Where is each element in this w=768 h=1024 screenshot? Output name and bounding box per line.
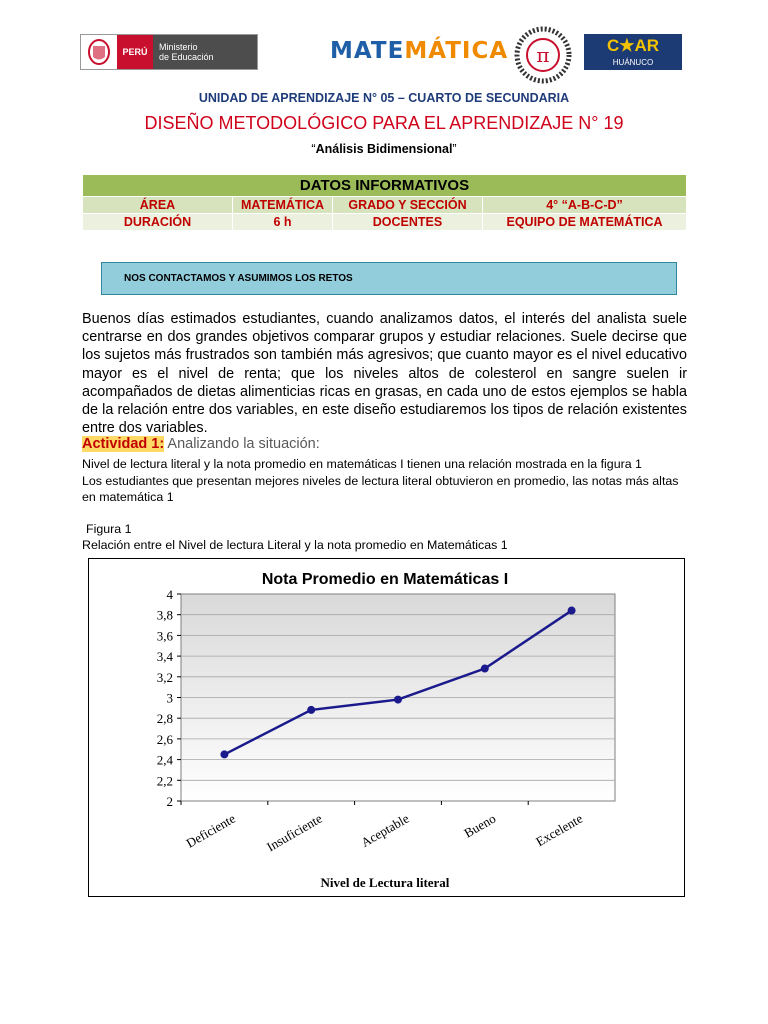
- y-tick-label: 2: [166, 794, 173, 809]
- activity-text: Nivel de lectura literal y la nota promedio en matemáticas I tienen una relación mostrada en la figura 1 Los estudiantes que presentan mejores niveles de lectura literal obtuvieron en promedio, las notas más altas en matemática 1: [82, 457, 679, 504]
- activity-tag: Actividad 1:: [82, 436, 165, 452]
- ministry-logo: [80, 34, 258, 70]
- y-tick-label: 2,6: [156, 731, 173, 747]
- y-tick-label: 4: [166, 587, 173, 602]
- y-tick-label: 3: [166, 690, 173, 706]
- data-point: [568, 607, 576, 615]
- table-row: DURACIÓN 6 h DOCENTES EQUIPO DE MATEMÁTICA: [83, 214, 687, 231]
- intro-paragraph: Buenos días estimados estudiantes, cuando analizamos datos, el interés del analista suele centrarse en dos grandes objetivos comparar grupos y estudiar relaciones. Suele decirse que los sujetos más frustrados son también más agresivos; que cuanto mayor es el nivel educativo mayor es el nivel de renta; que los niveles altos de colesterol en sangre suelen ir acompañados de dietas alimenticias ricas en grasas, en cada uno de estos ejemplos se habla de la relación entre dos variables, en este diseño estudiaremos los tipos de relación existentes entre dos variables.: [82, 311, 687, 437]
- info-table-header: DATOS INFORMATIVOS: [83, 175, 687, 197]
- pi-emblem-icon: [514, 26, 572, 84]
- chart-canvas: [89, 559, 686, 898]
- y-tick-label: 3,6: [156, 628, 173, 644]
- x-tick-label: Aceptable: [358, 810, 412, 850]
- data-point: [481, 665, 489, 673]
- design-title: DISEÑO METODOLÓGICO PARA EL APRENDIZAJE N° 19: [144, 113, 624, 133]
- ministry-country: PERÚ: [117, 35, 153, 69]
- data-point: [220, 750, 228, 758]
- page-header: [0, 22, 768, 82]
- chart-title: Nota Promedio en Matemáticas I: [261, 571, 509, 588]
- y-tick-label: 3,2: [156, 669, 173, 685]
- matematica-logo: MATEMÁTICA: [330, 38, 509, 64]
- info-table: [82, 174, 687, 231]
- y-tick-label: 2,4: [156, 752, 173, 768]
- activity-title: Analizando la situación:: [164, 436, 320, 452]
- activity-heading: [82, 436, 320, 452]
- data-point: [394, 696, 402, 704]
- line-chart: [88, 558, 685, 897]
- section-banner: NOS CONTACTAMOS Y ASUMIMOS LOS RETOS: [101, 262, 677, 295]
- y-tick-label: 2,2: [156, 773, 173, 789]
- x-tick-label: Insuficiente: [264, 810, 325, 855]
- y-tick-label: 2,8: [156, 711, 173, 727]
- subtitle: “Análisis Bidimensional”: [311, 142, 457, 156]
- svg-text:π: π: [536, 43, 550, 67]
- y-tick-label: 3,4: [156, 649, 173, 665]
- x-axis-label: Nivel de Lectura literal: [320, 875, 450, 890]
- x-tick-label: Bueno: [461, 810, 499, 841]
- coar-logo: C★AR HUÁNUCO: [584, 34, 682, 70]
- coat-of-arms-icon: [81, 35, 117, 69]
- x-tick-label: Excelente: [533, 810, 586, 850]
- data-point: [307, 706, 315, 714]
- y-tick-label: 3,8: [156, 607, 173, 623]
- figure-label: Figura 1: [86, 522, 132, 536]
- table-row: ÁREA MATEMÁTICA GRADO Y SECCIÓN 4° “A-B-C-D”: [83, 197, 687, 214]
- ministry-name: Ministerio de Educación: [153, 35, 257, 69]
- unit-title: UNIDAD DE APRENDIZAJE N° 05 – CUARTO DE SECUNDARIA: [198, 91, 570, 105]
- figure-caption: Relación entre el Nivel de lectura Literal y la nota promedio en Matemáticas 1: [82, 538, 508, 552]
- x-tick-label: Deficiente: [183, 810, 238, 851]
